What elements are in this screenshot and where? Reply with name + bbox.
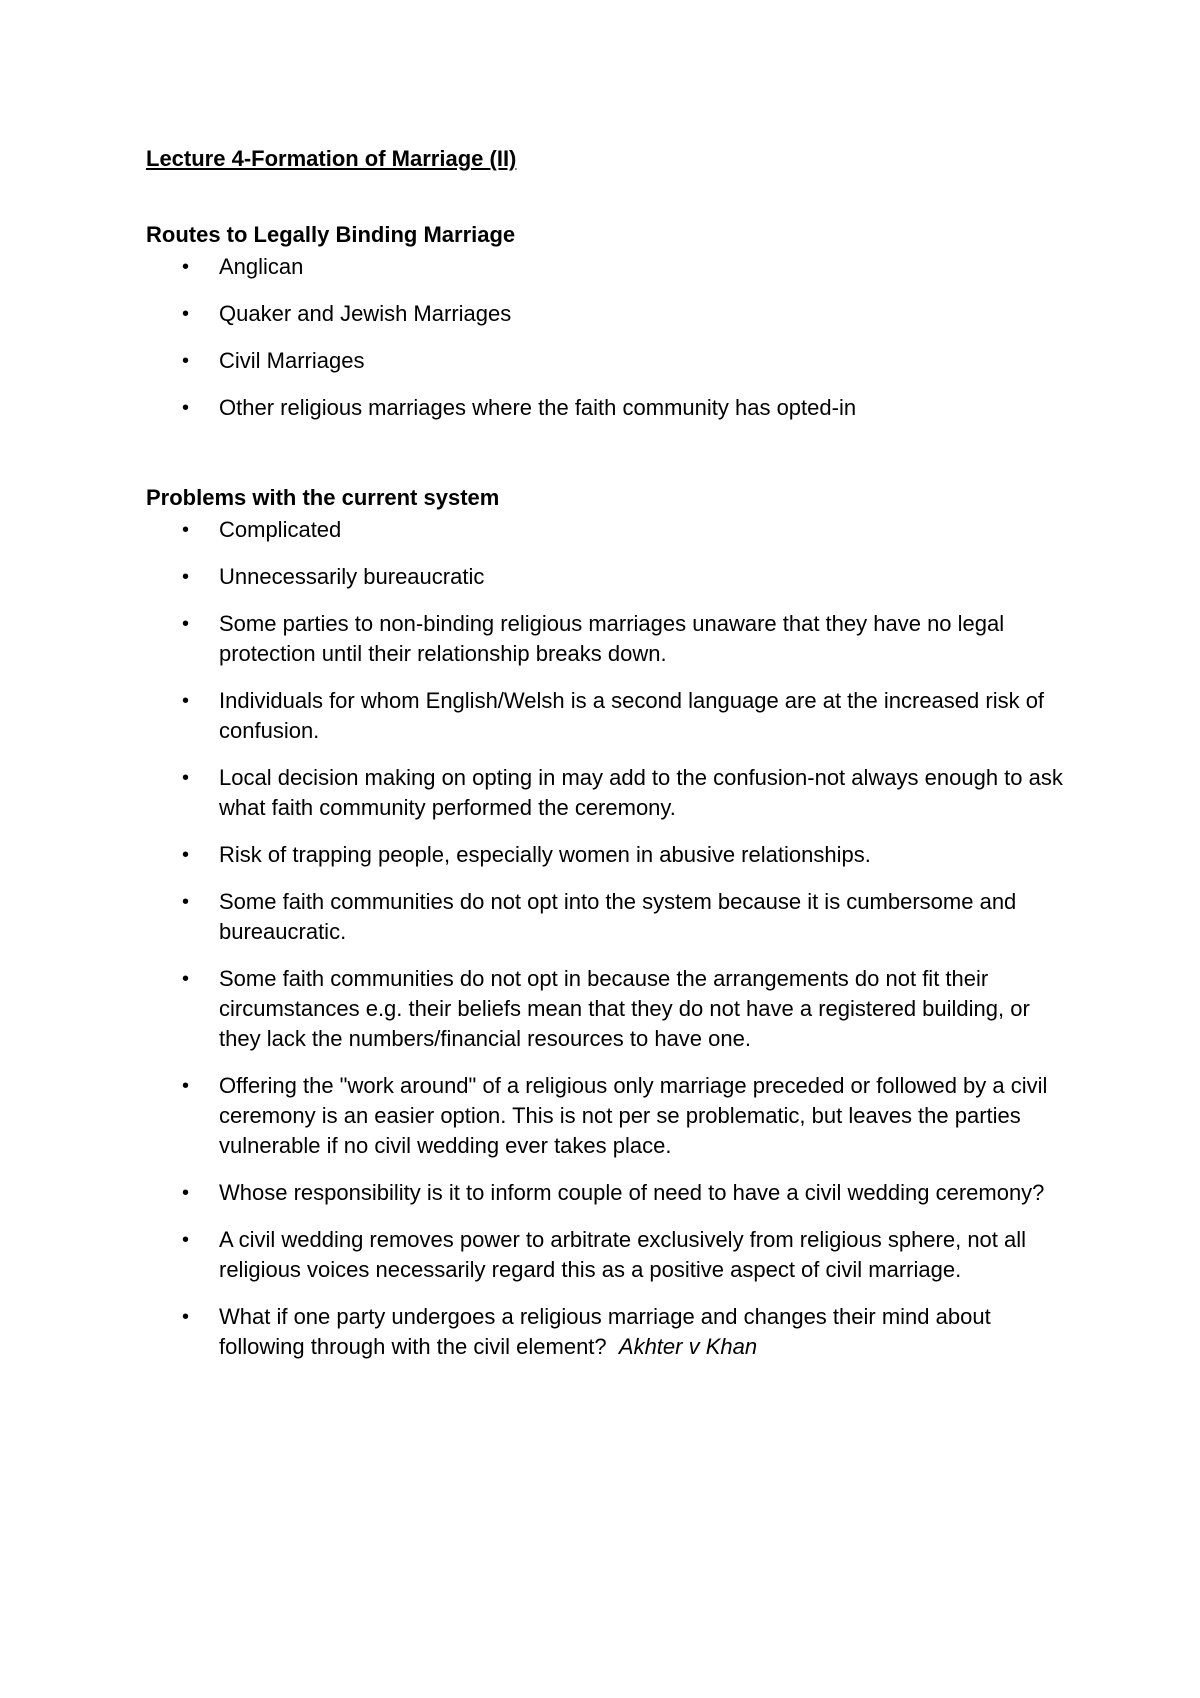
bullet-icon: •: [182, 690, 190, 712]
list-item: [146, 1178, 1066, 1208]
list-item: [146, 887, 1066, 947]
list-item-text: What if one party undergoes a religious marriage and changes their mind about following through with the civil element?: [219, 1304, 991, 1359]
bullet-icon: •: [182, 767, 190, 789]
list-item: [146, 763, 1066, 823]
list-item: [146, 252, 1066, 282]
list-item: [146, 1225, 1066, 1285]
list-item-text: Complicated: [219, 517, 342, 542]
bullet-icon: •: [182, 397, 190, 419]
bullet-icon: •: [182, 1229, 190, 1251]
list-item-text: Some faith communities do not opt into the system because it is cumbersome and bureaucratic.: [219, 889, 1017, 944]
list-item-text: Other religious marriages where the faith community has opted-in: [219, 395, 857, 420]
problems-heading: Problems with the current system: [146, 485, 500, 510]
bullet-icon: •: [182, 891, 190, 913]
bullet-icon: •: [182, 1182, 190, 1204]
list-item-text: Some parties to non-binding religious marriages unaware that they have no legal protection until their relationship breaks down.: [219, 611, 1005, 666]
list-item-text: Quaker and Jewish Marriages: [219, 301, 512, 326]
bullet-icon: •: [182, 1306, 190, 1328]
bullet-icon: •: [182, 256, 190, 278]
list-item-text: Some faith communities do not opt in because the arrangements do not fit their circumstances e.g. their beliefs mean that they do not have a registered building, or they lack the numbers/financial resources to have one.: [219, 966, 1030, 1051]
list-item-text: Unnecessarily bureaucratic: [219, 564, 485, 589]
list-item-text: Whose responsibility is it to inform couple of need to have a civil wedding ceremony?: [219, 1180, 1045, 1205]
list-item-text: Civil Marriages: [219, 348, 365, 373]
list-item: [146, 299, 1066, 329]
list-item-text: Local decision making on opting in may add to the confusion-not always enough to ask what faith community performed the ceremony.: [219, 765, 1063, 820]
document-title: Lecture 4-Formation of Marriage (II): [146, 146, 517, 171]
list-item: [146, 964, 1066, 1054]
bullet-icon: •: [182, 613, 190, 635]
list-item: [146, 393, 1066, 423]
bullet-icon: •: [182, 844, 190, 866]
list-item: [146, 686, 1066, 746]
bullet-icon: •: [182, 350, 190, 372]
bullet-icon: •: [182, 519, 190, 541]
bullet-icon: •: [182, 968, 190, 990]
list-item: [146, 515, 1066, 545]
list-item: [146, 609, 1066, 669]
case-citation: Akhter v Khan: [618, 1334, 758, 1359]
routes-list: [146, 252, 1066, 423]
routes-heading: Routes to Legally Binding Marriage: [146, 222, 516, 247]
list-item: [146, 346, 1066, 376]
list-item-text: Offering the "work around" of a religious only marriage preceded or followed by a civil ceremony is an easier option. This is not per se problematic, but leaves the parties vulnerable if no civil wedding ever takes place.: [219, 1073, 1048, 1158]
bullet-icon: •: [182, 1075, 190, 1097]
list-item: [146, 562, 1066, 592]
list-item-text: Risk of trapping people, especially women in abusive relationships.: [219, 842, 871, 867]
list-item-text: A civil wedding removes power to arbitrate exclusively from religious sphere, not all religious voices necessarily regard this as a positive aspect of civil marriage.: [219, 1227, 1027, 1282]
bullet-icon: •: [182, 303, 190, 325]
document-content: [146, 142, 1066, 1379]
list-item: [146, 840, 1066, 870]
bullet-icon: •: [182, 566, 190, 588]
list-item: [146, 1302, 1066, 1362]
list-item: [146, 1071, 1066, 1161]
problems-list: [146, 515, 1066, 1362]
list-item-text: Anglican: [219, 254, 304, 279]
list-item-text: Individuals for whom English/Welsh is a second language are at the increased risk of confusion.: [219, 688, 1045, 743]
